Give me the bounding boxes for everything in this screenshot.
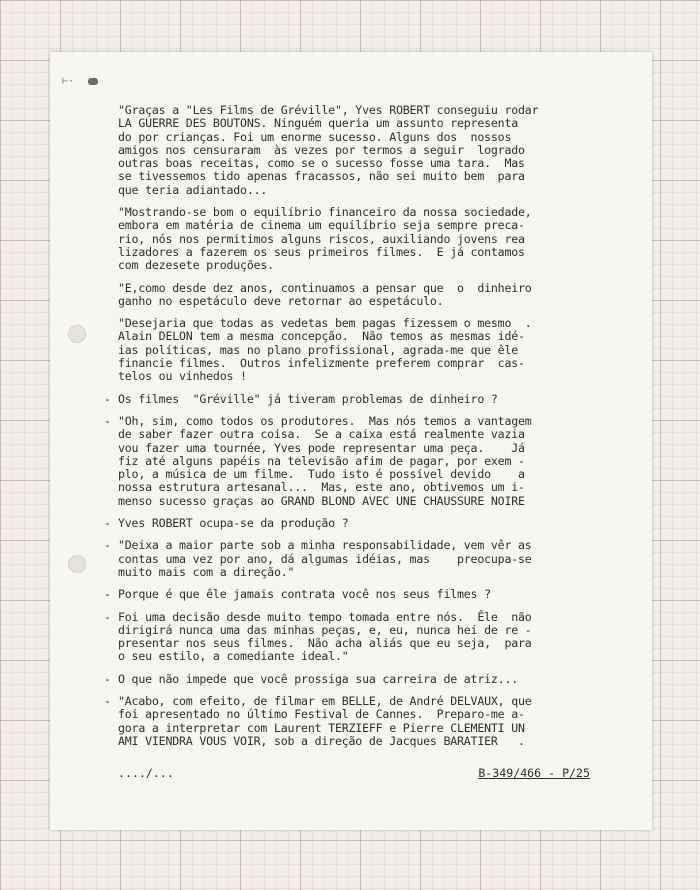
dialogue-dash: - [104, 587, 111, 602]
paragraph [118, 104, 608, 197]
footer-continuation: ..../... [118, 766, 174, 780]
dialogue-dash: - [104, 516, 111, 531]
dialogue-dash: - [104, 391, 111, 406]
paragraph [104, 609, 608, 664]
text-line: "Oh, sim, como todos os produtores. Mas nós temos a vantagem [118, 413, 532, 428]
dialogue-dash: - [104, 538, 111, 553]
text-line: "Desejaria que todas as vedetas bem pagas fizessem o mesmo . [118, 316, 532, 331]
text-line: "Mostrando-se bom o equilíbrio financeiro da nossa sociedade, [118, 205, 532, 220]
paragraph [118, 206, 608, 272]
text-line: rio, nós nos permitimos alguns riscos, auxiliando jovens rea [118, 231, 525, 246]
paragraph-gap [118, 748, 608, 757]
text-line: vou fazer uma tournée, Yves pode representar uma peça. Já [118, 440, 525, 455]
text-line: com dezesete produções. [118, 258, 274, 273]
text-line: ganho no espetáculo deve retornar ao espetáculo. [118, 293, 444, 308]
text-line: de saber fazer outra coisa. Se a caixa está realmente vazia [118, 427, 525, 442]
corner-mark: ⊢· [62, 76, 75, 87]
text-line: "E,como desde dez anos, continuamos a pensar que o dinheiro [118, 280, 532, 295]
paragraph [104, 391, 608, 406]
text-line: financie filmes. Outros infelizmente preferem comprar cas- [118, 356, 525, 371]
text-line: foi apresentado no último Festival de Cannes. Preparo-me a- [118, 707, 525, 722]
paragraph [104, 538, 608, 579]
text-line: amigos nos censuraram às vezes por termos a seguir logrado [118, 142, 525, 157]
text-line: menso sucesso graças ao GRAND BLOND AVEC UNE CHAUSSURE NOIRE [118, 493, 525, 508]
dialogue-dash: - [104, 609, 111, 624]
text-line: nossa estrutura artesanal... Mas, este ano, obtivemos um i- [118, 480, 525, 495]
text-line: plo, a música de um filme. Tudo isto é possível devido a [118, 467, 525, 482]
text-line: "Graças a "Les Films de Gréville", Yves ROBERT conseguiu rodar [118, 103, 539, 117]
text-line: ias políticas, mas no plano profissional, agrada-me que êle [118, 342, 519, 357]
text-line: o seu estilo, a comediante ideal." [118, 649, 349, 664]
text-line: Foi uma decisão desde muito tempo tomada entre nós. Êle não [118, 609, 532, 624]
text-line: muito mais com a direção." [118, 564, 295, 579]
text-line: lizadores a fazerem os seus primeiros filmes. E já contamos [118, 244, 525, 259]
paragraph [104, 693, 608, 748]
text-line: se tivessemos tido apenas fracassos, não sei muito bem para [118, 169, 525, 184]
footer-reference: B-349/466 - P/25 [478, 766, 590, 780]
text-line: O que não impede que você prossiga sua carreira de atriz... [118, 671, 519, 686]
paragraph [118, 317, 608, 383]
paragraph [104, 671, 608, 686]
text-line: Os filmes "Gréville" já tiveram problemas de dinheiro ? [118, 391, 498, 406]
ink-blot [88, 78, 98, 85]
paragraph [104, 516, 608, 531]
punch-hole-top [68, 325, 86, 343]
text-line: Alain DELON tem a mesma concepção. Não temos as mesmas idé- [118, 329, 525, 344]
text-line: outras boas receitas, como se o sucesso fosse uma tara. Mas [118, 156, 525, 171]
text-line: gora a interpretar com Laurent TERZIEFF e Pierre CLEMENTI UN [118, 720, 525, 735]
text-line: LA GUERRE DES BOUTONS. Ninguém queria um assunto representa [118, 116, 519, 131]
text-line: fiz até alguns papéis na televisão afim de pagar, por exem - [118, 453, 525, 468]
typed-text-body [104, 103, 608, 757]
text-line: dirigirá nunca uma das minhas peças, e, eu, nunca hei de re - [118, 622, 532, 637]
paragraph [104, 413, 608, 508]
text-line: AMI VIENDRA VOUS VOIR, sob a direção de Jacques BARATIER . [118, 733, 525, 748]
text-line: contas uma vez por ano, dá algumas idéias, mas preocupa-se [118, 551, 532, 566]
dialogue-dash: - [104, 413, 111, 428]
punch-hole-bottom [68, 555, 86, 573]
paragraph [118, 282, 608, 309]
text-line: que teria adiantado... [118, 182, 268, 197]
text-line: presentar nos seus filmes. Não acha aliás que eu seja, para [118, 636, 532, 651]
text-line: do por crianças. Foi um enorme sucesso. Alguns dos nossos [118, 129, 512, 144]
document-page [50, 52, 652, 830]
text-line: Porque é que êle jamais contrata você nos seus filmes ? [118, 587, 491, 602]
text-line: Yves ROBERT ocupa-se da produção ? [118, 516, 349, 531]
dialogue-dash: - [104, 693, 111, 708]
paragraph [104, 587, 608, 602]
text-line: "Acabo, com efeito, de filmar em BELLE, de André DELVAUX, que [118, 693, 532, 708]
text-line: "Deixa a maior parte sob a minha responsabilidade, vem vêr as [118, 538, 532, 553]
dialogue-dash: - [104, 671, 111, 686]
text-line: telos ou vinhedos ! [118, 369, 247, 384]
text-line: embora em matéria de cinema um equilíbrio seja sempre preca- [118, 218, 525, 233]
